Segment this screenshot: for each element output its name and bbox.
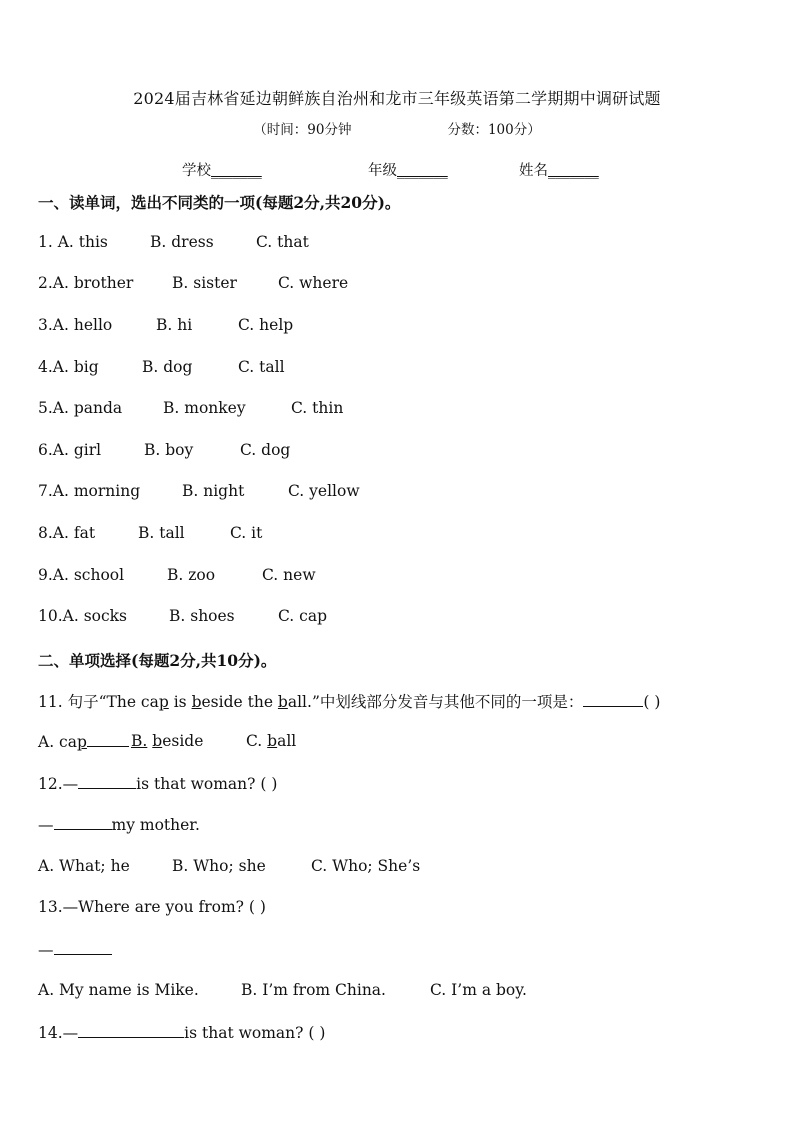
q13-blank[interactable] [54,940,112,955]
q9-option-a[interactable]: 9.A. school [38,566,125,584]
question-6 [38,441,758,463]
q14-number: 14.— [38,1024,79,1042]
q10-option-b[interactable]: B. shoes [169,607,235,625]
school-field[interactable] [182,159,262,180]
q3-option-c[interactable]: C. help [238,316,294,334]
q12-blank-1[interactable] [78,774,136,789]
q7-option-a[interactable]: 7.A. morning [38,482,141,500]
section1-heading: 一、读单词，选出不同类的一项(每题2分,共20分)。 [38,193,401,212]
q12-dash: — [38,816,54,834]
question-4 [38,358,758,380]
q8-option-b[interactable]: B. tall [138,524,185,542]
q11-option-b[interactable] [131,732,203,750]
q8-option-c[interactable]: C. it [230,524,263,542]
q5-option-c[interactable]: C. thin [291,399,344,417]
q11-option-a[interactable] [38,732,129,751]
grade-blank: _______ [397,163,448,179]
q10-option-a[interactable]: 10.A. socks [38,607,128,625]
question-1 [38,233,758,255]
q13-dash: — [38,941,54,959]
q11-option-c[interactable] [246,732,296,750]
q11-underlined-b2: b [277,693,288,711]
q5-option-a[interactable]: 5.A. panda [38,399,123,417]
q11-text-3: eside the [201,693,278,711]
q12-option-c[interactable]: C. Who; She’s [311,857,421,875]
q14-blank[interactable] [78,1023,184,1038]
q12-option-a[interactable]: A. What; he [38,857,130,875]
q11-option-a-text: A. ca [38,733,77,751]
school-label: 学校 [182,163,211,179]
exam-subtitle [0,118,794,138]
q6-option-a[interactable]: 6.A. girl [38,441,102,459]
q4-option-a[interactable]: 4.A. big [38,358,99,376]
q12-blank-2[interactable] [54,815,112,830]
section2-heading: 二、单项选择(每题2分,共10分)。 [38,651,277,670]
question-13-options [38,981,758,1003]
q1-option-a[interactable]: 1. A. this [38,233,108,251]
question-12-line1 [38,774,277,793]
name-blank: _______ [548,163,599,179]
q5-option-b[interactable]: B. monkey [163,399,246,417]
q11-option-a-rule [87,732,129,747]
q10-option-c[interactable]: C. cap [278,607,328,625]
q12-number: 12.— [38,775,79,793]
q2-option-b[interactable]: B. sister [172,274,237,292]
q11-text-2: is [168,693,192,711]
q3-option-a[interactable]: 3.A. hello [38,316,113,334]
q11-option-c-label: C. [246,732,268,750]
question-10 [38,607,758,629]
question-11-stem [38,690,660,712]
question-3 [38,316,758,338]
question-5 [38,399,758,421]
name-label: 姓名 [519,163,548,179]
q11-option-c-text: all [277,732,297,750]
q13-option-c[interactable]: C. I’m a boy. [430,981,527,999]
q2-option-a[interactable]: 2.A. brother [38,274,134,292]
question-9 [38,566,758,588]
question-11-options [38,732,758,754]
q1-option-b[interactable]: B. dress [150,233,214,251]
time-limit: （时间：90分钟 [253,122,352,138]
q11-underlined-p: p [158,693,169,711]
q11-answer-paren: ( ) [643,693,661,711]
question-13-line2 [38,940,112,959]
q4-option-c[interactable]: C. tall [238,358,285,376]
question-7 [38,482,758,504]
question-8 [38,524,758,546]
q13-option-a[interactable]: A. My name is Mike. [38,981,199,999]
q11-text-1: 11. 句子“The ca [38,693,159,711]
q14-text: is that woman? ( ) [184,1024,326,1042]
q13-option-b[interactable]: B. I’m from China. [241,981,386,999]
q11-option-b-label: B. [131,732,148,750]
name-field[interactable] [519,159,599,180]
q7-option-c[interactable]: C. yellow [288,482,360,500]
q2-option-c[interactable]: C. where [278,274,349,292]
q6-option-c[interactable]: C. dog [240,441,291,459]
q11-text-4: all.”中划线部分发音与其他不同的一项是： [287,693,584,711]
q11-option-b-text: eside [162,732,204,750]
exam-title: 2024届吉林省延边朝鲜族自治州和龙市三年级英语第二学期期中调研试题 [133,89,661,108]
q7-option-b[interactable]: B. night [182,482,245,500]
question-14-line1 [38,1023,325,1042]
q12-option-b[interactable]: B. Who; she [172,857,266,875]
q12-text-2: my mother. [111,816,200,834]
q12-text: is that woman? ( ) [136,775,278,793]
grade-field[interactable] [368,159,448,180]
q1-option-c[interactable]: C. that [256,233,309,251]
question-13-line1: 13.—Where are you from? ( ) [38,898,266,916]
grade-label: 年级 [368,163,397,179]
total-score: 分数：100分） [447,122,541,138]
q9-option-b[interactable]: B. zoo [167,566,216,584]
q4-option-b[interactable]: B. dog [142,358,193,376]
q11-option-b-underline: b [152,732,163,750]
q11-answer-blank[interactable] [583,692,643,707]
q11-option-c-underline: b [267,732,278,750]
q3-option-b[interactable]: B. hi [156,316,193,334]
question-2 [38,274,758,296]
question-12-line2 [38,815,200,834]
q11-underlined-b1: b [191,693,202,711]
school-blank: _______ [211,163,262,179]
q8-option-a[interactable]: 8.A. fat [38,524,96,542]
q9-option-c[interactable]: C. new [262,566,316,584]
q11-option-a-underline: p [76,733,87,751]
question-12-options [38,857,758,879]
q6-option-b[interactable]: B. boy [144,441,194,459]
